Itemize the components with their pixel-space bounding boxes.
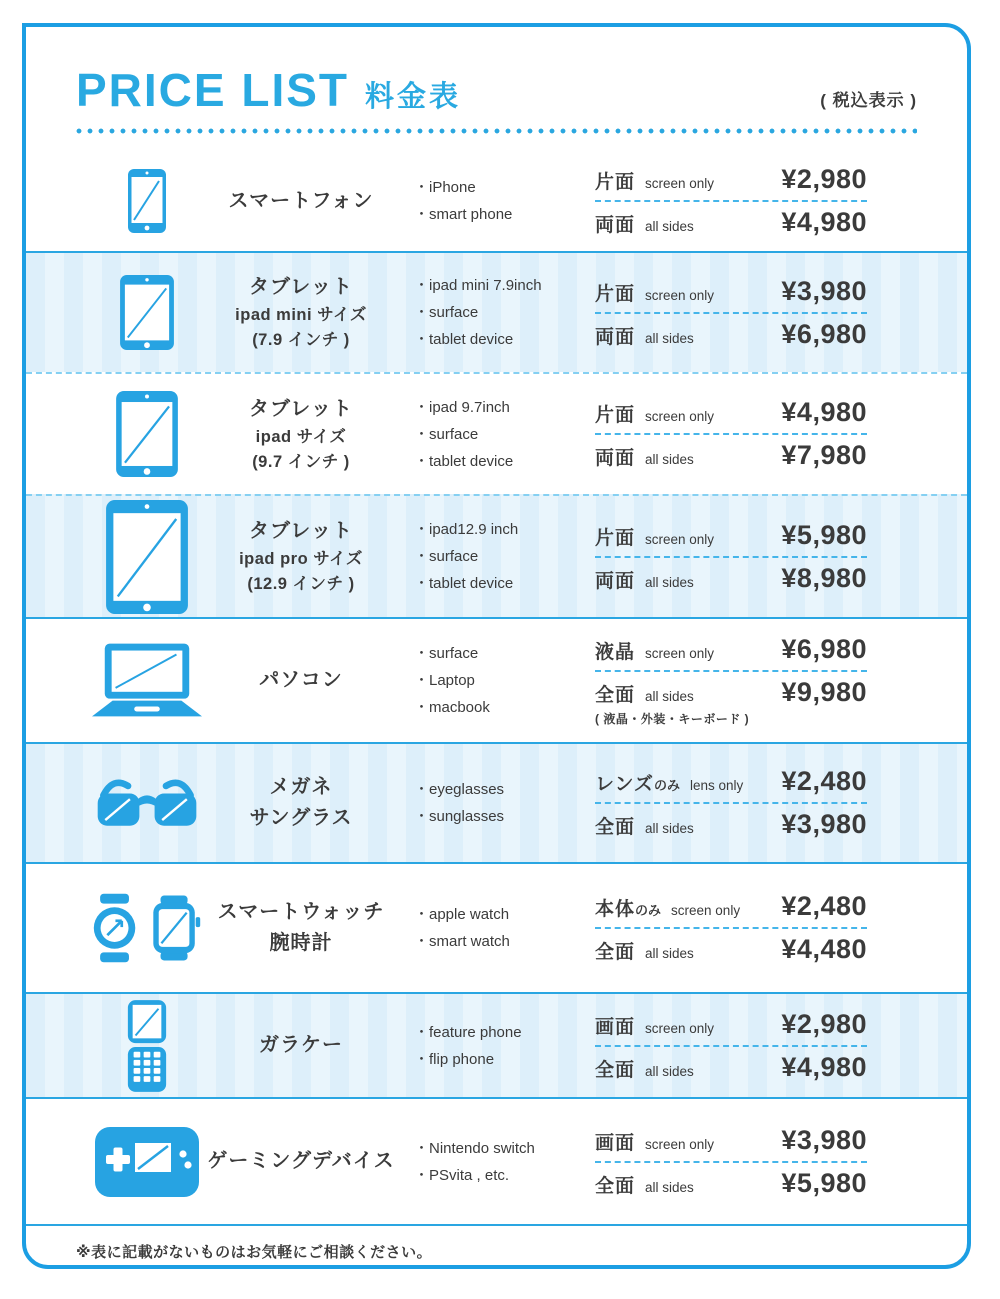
title-line: (12.9 インチ ) (247, 575, 355, 593)
row-gaming-device (26, 1097, 967, 1224)
price-label-jp: 画面 (595, 1132, 636, 1154)
price-label-jp-small: のみ (635, 903, 662, 918)
price-table (595, 164, 867, 238)
spec-item: ・apple watch (414, 906, 510, 923)
price-value: ¥4,980 (781, 1051, 867, 1082)
price-row (595, 207, 867, 238)
title-line: ipad pro サイズ (239, 550, 363, 569)
title-line: ゲーミングデバイス (207, 1150, 395, 1172)
price-value: ¥7,980 (781, 440, 867, 470)
price-label-jp-small: のみ (653, 778, 680, 793)
row-title (202, 897, 400, 959)
price-label-jp: 片面 (595, 172, 636, 193)
row-tablet-ipad (26, 372, 967, 494)
price-label-en: all sides (645, 574, 694, 590)
price-row (595, 397, 867, 428)
row-title (202, 665, 400, 696)
spec-item: ・PSvita , etc. (414, 1166, 510, 1184)
price-label-en: screen only (645, 176, 715, 191)
price-divider (595, 200, 867, 202)
price-label-en: screen only (645, 531, 715, 547)
price-divider (595, 312, 867, 314)
page-title: PRICE LIST (76, 64, 350, 116)
title-line: ipad mini サイズ (235, 306, 367, 325)
spec-item: ・tablet device (414, 575, 514, 592)
price-label-en: screen only (645, 287, 715, 303)
row-glasses (26, 742, 967, 862)
spec-list (400, 394, 595, 475)
price-label-en: all sides (645, 821, 694, 836)
spec-list (400, 776, 595, 830)
spec-list (400, 1135, 595, 1189)
title-line: サングラス (249, 807, 353, 829)
price-value: ¥4,980 (781, 207, 867, 237)
spec-list (400, 516, 595, 597)
price-divider (595, 433, 867, 435)
spec-item: ・surface (414, 548, 479, 565)
price-note: ( 液晶・外装・キーボード ) (595, 712, 750, 726)
spec-list (400, 174, 595, 228)
spec-item: ・eyeglasses (414, 781, 505, 798)
spec-list (400, 901, 595, 955)
spec-item: ・ipad12.9 inch (414, 521, 519, 538)
price-label-jp: 液晶 (595, 642, 636, 663)
row-title (202, 186, 400, 217)
spec-item: ・flip phone (414, 1050, 495, 1068)
price-label-en: all sides (645, 330, 694, 346)
price-divider (595, 1045, 867, 1047)
price-label-en: all sides (645, 946, 694, 961)
row-title (202, 272, 400, 353)
watch-icons (92, 890, 202, 966)
price-value: ¥2,980 (781, 1008, 867, 1039)
price-label-jp: 全面 (595, 685, 636, 706)
price-row (595, 1009, 867, 1040)
spec-item: ・surface (414, 304, 479, 321)
price-row (595, 1125, 867, 1156)
price-divider (595, 670, 867, 672)
spec-item: ・Nintendo switch (414, 1139, 535, 1157)
title-line: 腕時計 (269, 932, 333, 954)
price-label-jp: 片面 (595, 283, 636, 305)
price-label-jp: 画面 (595, 1016, 636, 1038)
price-label-en: lens only (689, 778, 744, 793)
price-row (595, 440, 867, 471)
price-value: ¥2,980 (781, 164, 867, 194)
price-row (595, 164, 867, 195)
title-line: タブレット (249, 397, 353, 420)
price-label-jp: 全面 (595, 817, 636, 838)
price-value: ¥4,480 (781, 934, 867, 964)
spec-item: ・surface (414, 425, 479, 443)
tablet-pro-icon (92, 500, 202, 614)
price-label-en: screen only (645, 1020, 715, 1036)
price-divider (595, 556, 867, 558)
price-row (595, 1168, 867, 1199)
spec-list (400, 272, 595, 353)
price-label-jp: 両面 (595, 448, 636, 469)
row-tablet-pro (26, 494, 967, 617)
price-value: ¥5,980 (781, 519, 867, 550)
price-table (595, 891, 867, 965)
spec-item: ・smart phone (414, 206, 513, 223)
price-divider (595, 927, 867, 929)
gaming-device-icon (92, 1127, 202, 1197)
flip-phone-icon (92, 1000, 202, 1092)
page-title-jp: 料金表 (365, 81, 462, 113)
spec-item: ・iPhone (414, 179, 476, 196)
price-label-en: all sides (645, 452, 694, 467)
row-title (202, 1030, 400, 1061)
price-label-en: all sides (645, 219, 694, 234)
price-row (595, 766, 867, 797)
row-tablet-mini (26, 251, 967, 372)
price-row (595, 319, 867, 350)
title-line: パソコン (259, 669, 343, 691)
row-title (202, 516, 400, 597)
price-value: ¥3,980 (781, 275, 867, 306)
price-row (595, 1052, 867, 1083)
price-divider (595, 802, 867, 804)
price-label-en: screen only (671, 903, 741, 918)
price-value: ¥6,980 (781, 634, 867, 664)
title-line: ipad サイズ (255, 427, 347, 446)
spec-item: ・tablet device (414, 452, 514, 470)
spec-item: ・ipad 9.7inch (414, 398, 510, 416)
price-table (595, 276, 867, 350)
price-row (595, 520, 867, 551)
price-value: ¥2,480 (781, 891, 867, 921)
spec-list (400, 640, 595, 721)
price-label-jp: 両面 (595, 215, 636, 236)
spec-item: ・ipad mini 7.9inch (414, 277, 542, 294)
price-row (595, 677, 867, 708)
price-value: ¥3,980 (781, 1124, 867, 1155)
title-line: タブレット (249, 276, 353, 299)
price-label-en: screen only (645, 1136, 715, 1152)
footer-note: ※表に記載がないものはお気軽にご相談ください。 (26, 1224, 967, 1262)
row-title (202, 1146, 400, 1177)
row-feature-phone (26, 992, 967, 1097)
tablet-icon (92, 391, 202, 477)
price-table (595, 1009, 867, 1083)
price-row (595, 276, 867, 307)
price-label-en: all sides (645, 1179, 694, 1195)
spec-item: ・feature phone (414, 1023, 522, 1041)
title-line: スマートウォッチ (217, 901, 385, 923)
price-value: ¥9,980 (781, 677, 867, 707)
spec-list (400, 1019, 595, 1073)
price-value: ¥3,980 (781, 809, 867, 839)
row-title (202, 772, 400, 834)
price-value: ¥8,980 (781, 562, 867, 593)
price-label-en: screen only (645, 409, 715, 424)
header-dotted-divider (76, 128, 917, 134)
title-line: (7.9 インチ ) (252, 331, 350, 349)
title-line: メガネ (269, 776, 333, 798)
price-row (595, 563, 867, 594)
price-table (595, 634, 867, 727)
price-label-en: all sides (645, 1063, 694, 1079)
price-table (595, 1125, 867, 1199)
price-value: ¥2,480 (781, 766, 867, 796)
title-line: ガラケー (259, 1034, 343, 1056)
price-list-page (22, 23, 971, 1269)
title-line: (9.7 インチ ) (252, 452, 350, 471)
glasses-icon (92, 774, 202, 832)
title-line: スマートフォン (228, 189, 374, 212)
price-row (595, 809, 867, 840)
price-label-jp: 全面 (595, 1059, 636, 1081)
spec-item: ・Laptop (414, 672, 475, 689)
price-label-jp: 両面 (595, 570, 636, 592)
price-table (595, 766, 867, 840)
title-line: タブレット (249, 520, 353, 543)
spec-item: ・sunglasses (414, 808, 505, 825)
price-table (595, 520, 867, 594)
price-value: ¥6,980 (781, 318, 867, 349)
tax-included-note: ( 税込表示 ) (820, 91, 917, 110)
price-label-jp: 両面 (595, 326, 636, 348)
row-watch (26, 862, 967, 992)
price-row (595, 634, 867, 665)
price-value: ¥4,980 (781, 397, 867, 427)
row-computer (26, 617, 967, 742)
row-title (202, 394, 400, 475)
spec-item: ・tablet device (414, 331, 514, 348)
price-label-jp: 片面 (595, 405, 636, 426)
price-divider (595, 1161, 867, 1163)
price-label-jp: 本体 (595, 899, 636, 920)
price-label-jp: 片面 (595, 527, 636, 549)
price-label-en: all sides (645, 689, 694, 704)
price-row (595, 891, 867, 922)
price-label-jp: 全面 (595, 942, 636, 963)
price-label-jp: 全面 (595, 1175, 636, 1197)
spec-item: ・macbook (414, 699, 490, 716)
spec-item: ・surface (414, 645, 479, 662)
smartphone-icon (92, 169, 202, 233)
spec-item: ・smart watch (414, 933, 510, 950)
header (26, 27, 967, 134)
price-row (595, 934, 867, 965)
price-table (595, 397, 867, 471)
price-label-en: screen only (645, 646, 715, 661)
price-label-jp: レンズ (595, 774, 654, 795)
price-value: ¥5,980 (781, 1167, 867, 1198)
tablet-mini-icon (92, 275, 202, 350)
computer-icon (92, 643, 202, 719)
row-smartphone (26, 151, 967, 251)
